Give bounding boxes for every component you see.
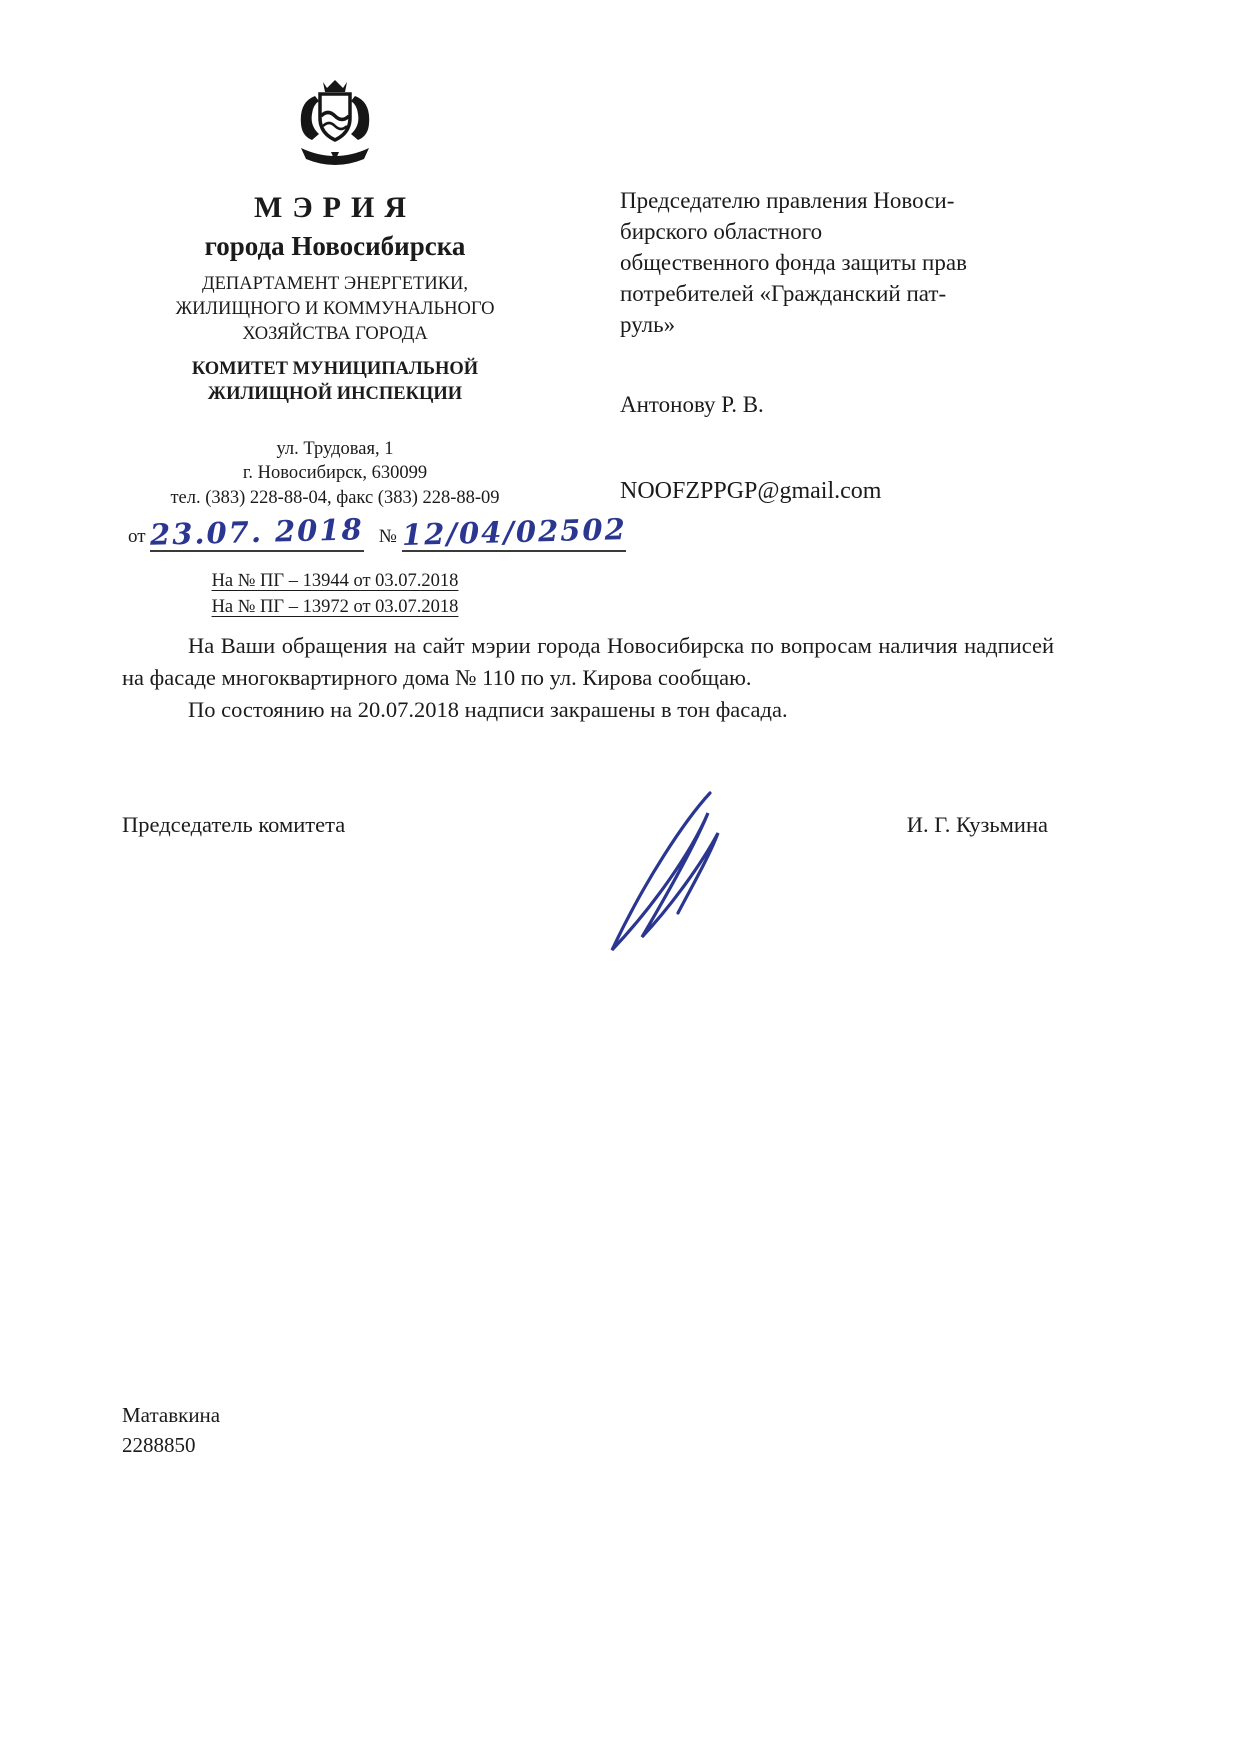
recipient-line: общественного фонда защиты прав (620, 250, 967, 275)
committee-line: ЖИЛИЩНОЙ ИНСПЕКЦИИ (207, 384, 463, 404)
recipient-line: руль» (620, 312, 676, 337)
committee-line: КОМИТЕТ МУНИЦИПАЛЬНОЙ (191, 359, 479, 379)
recipient-block (620, 185, 1040, 505)
address-line: г. Новосибирск, 630099 (242, 463, 428, 483)
handwritten-date: 23.07. 2018 (149, 512, 365, 552)
date-label: от (128, 526, 146, 547)
novosibirsk-coat-of-arms-icon (283, 78, 387, 175)
letterhead (100, 78, 627, 620)
recipient-line: бирского областного (620, 219, 823, 244)
department-line: ДЕПАРТАМЕНТ ЭНЕРГЕТИКИ, (201, 274, 469, 294)
recipient-email: NOOFZPPGP@gmail.com (620, 478, 882, 504)
handwritten-date-field (149, 512, 365, 552)
org-title: МЭРИЯ (254, 191, 416, 224)
org-subtitle: города Новосибирска (204, 231, 466, 261)
reference-line: На № ПГ – 13972 от 03.07.2018 (211, 597, 459, 617)
signer-position: Председатель комитета (122, 812, 346, 837)
signer-name: И. Г. Кузьмина (906, 812, 1048, 837)
number-label: № (378, 526, 397, 547)
address-block (100, 437, 570, 511)
address-line: ул. Трудовая, 1 (276, 439, 394, 459)
department-line: ХОЗЯЙСТВА ГОРОДА (242, 324, 428, 344)
executor-block (122, 1400, 220, 1460)
handwritten-signature-icon (590, 785, 760, 965)
department-line: ЖИЛИЩНОГО И КОММУНАЛЬНОГО (175, 299, 495, 319)
body-paragraph: По состоянию на 20.07.2018 надписи закрашены в тон фасада. (188, 697, 788, 722)
recipient-line: потребителей «Гражданский пат- (620, 281, 947, 306)
recipient-name: Антонову Р. В. (620, 392, 764, 417)
committee-block (100, 357, 570, 407)
reference-line: На № ПГ – 13944 от 03.07.2018 (211, 571, 459, 591)
handwritten-number-field (401, 512, 627, 552)
handwritten-number: 12/04/02502 (401, 512, 627, 552)
phone-line: тел. (383) 228-88-04, факс (383) 228-88-09 (170, 488, 500, 508)
executor-name: Матавкина (122, 1403, 221, 1427)
outgoing-number-row (100, 512, 627, 552)
body-paragraph: На Ваши обращения на сайт мэрии города Новосибирска по вопросам наличия надписей на фасаде многоквартирного дома № 110 по ул. Кирова сообщаю. (122, 633, 1054, 690)
executor-phone: 2288850 (122, 1433, 196, 1457)
letter-body (122, 630, 1054, 726)
department-block (100, 272, 570, 347)
reference-block (100, 568, 570, 620)
recipient-line: Председателю правления Новоси- (620, 188, 955, 213)
